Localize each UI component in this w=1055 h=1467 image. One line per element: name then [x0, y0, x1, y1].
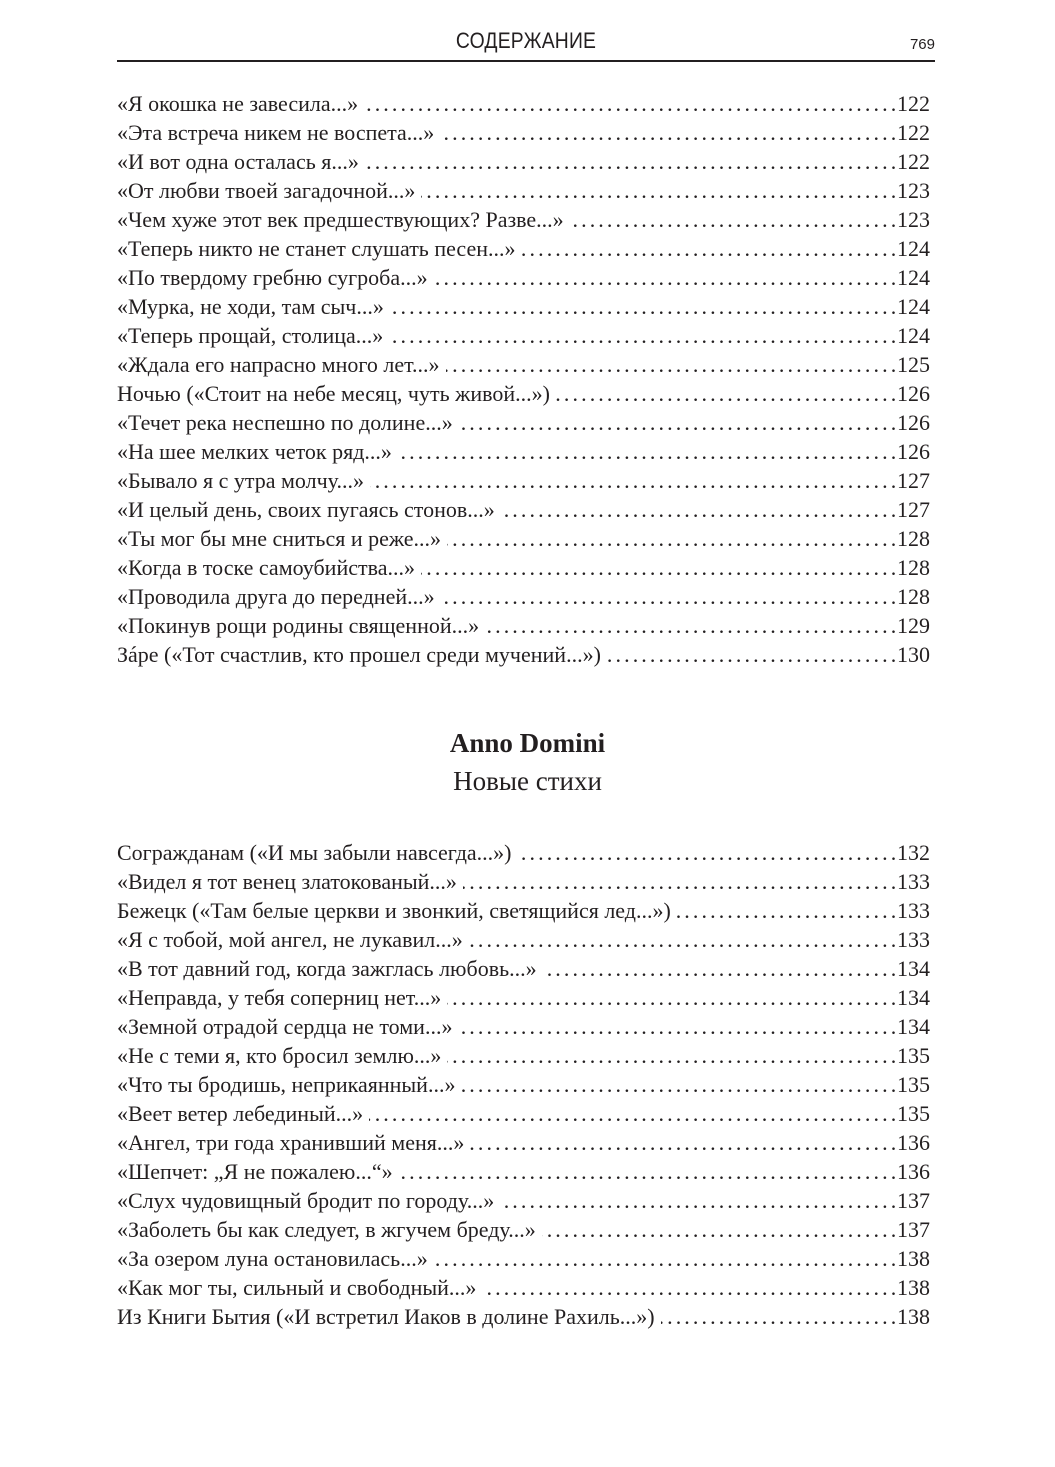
entry-title: «По твердому гребню сугроба...»	[117, 265, 428, 290]
toc-entry	[117, 867, 930, 896]
entry-title: «Когда в тоске самоубийства...»	[117, 555, 415, 580]
entry-title: «Веет ветер лебединый...»	[117, 1101, 364, 1126]
toc-section-2	[117, 838, 930, 1331]
toc-entry	[117, 896, 930, 925]
dot-leader	[470, 1128, 895, 1157]
toc-entry	[117, 1099, 930, 1128]
section-subtitle: Новые стихи	[453, 766, 602, 796]
dot-leader	[543, 954, 895, 983]
entry-page: 133	[897, 927, 930, 952]
toc-entry	[117, 176, 930, 205]
entry-page: 128	[897, 584, 930, 609]
dot-leader	[421, 176, 895, 205]
dot-leader	[441, 582, 895, 611]
running-header	[117, 26, 935, 62]
entry-page: 122	[897, 91, 930, 116]
toc-entry	[117, 408, 930, 437]
entry-title: «На шее мелких четок ряд...»	[117, 439, 392, 464]
dot-leader	[447, 1041, 895, 1070]
dot-leader	[458, 1012, 895, 1041]
entry-page: 122	[897, 149, 930, 174]
toc-entry	[117, 838, 930, 867]
entry-page: 123	[897, 178, 930, 203]
entry-title: «Видел я тот венец златокованый...»	[117, 869, 457, 894]
entry-page: 135	[897, 1072, 930, 1097]
entry-title: «Неправда, у тебя соперниц нет...»	[117, 985, 442, 1010]
entry-title: «Я с тобой, мой ангел, не лукавил...»	[117, 927, 463, 952]
toc-entry	[117, 147, 930, 176]
toc-entry	[117, 1302, 930, 1331]
dot-leader	[398, 437, 895, 466]
entry-page: 135	[897, 1043, 930, 1068]
entry-title: Ночью («Стоит на небе месяц, чуть живой...»)	[117, 381, 550, 406]
toc-section-1	[117, 89, 930, 669]
dot-leader	[570, 205, 895, 234]
entry-title: «Земной отрадой сердца не томи...»	[117, 1014, 453, 1039]
entry-title: Согражданам («И мы забыли навсегда...»)	[117, 840, 512, 865]
toc-entry	[117, 437, 930, 466]
section-title: Anno Domini	[449, 728, 606, 758]
entry-page: 134	[897, 985, 930, 1010]
entry-title: «Бывало я с утра молчу...»	[117, 468, 364, 493]
dot-leader	[469, 925, 895, 954]
dot-leader	[461, 1070, 895, 1099]
entry-page: 136	[897, 1159, 930, 1184]
toc-entry	[117, 495, 930, 524]
entry-title: «Эта встреча никем не воспета...»	[117, 120, 435, 145]
toc-entry	[117, 292, 930, 321]
dot-leader	[434, 1244, 895, 1273]
toc-entry	[117, 1041, 930, 1070]
entry-title: Зáре («Тот счастлив, кто прошел среди мучений...»)	[117, 642, 601, 667]
entry-page: 126	[897, 381, 930, 406]
dot-leader	[501, 495, 895, 524]
dot-leader	[459, 408, 895, 437]
toc-entry	[117, 524, 930, 553]
entry-title: «Слух чудовищный бродит по городу...»	[117, 1188, 495, 1213]
entry-title: Из Книги Бытия («И встретил Иаков в долине Рахиль...»)	[117, 1304, 655, 1329]
toc-entry	[117, 263, 930, 292]
toc-entry	[117, 954, 930, 983]
dot-leader	[370, 466, 895, 495]
dot-leader	[677, 896, 895, 925]
entry-page: 134	[897, 956, 930, 981]
toc-entry	[117, 1244, 930, 1273]
entry-title: «Шепчет: „Я не пожалею...“»	[117, 1159, 393, 1184]
entry-title: «Проводила друга до передней...»	[117, 584, 435, 609]
entry-page: 124	[897, 236, 930, 261]
entry-page: 126	[897, 439, 930, 464]
entry-page: 130	[897, 642, 930, 667]
dot-leader	[542, 1215, 895, 1244]
dot-leader	[661, 1302, 895, 1331]
page-number: 769	[909, 36, 935, 53]
entry-title: «Теперь никто не станет слушать песен...»	[117, 236, 516, 261]
entry-page: 124	[897, 265, 930, 290]
entry-title: «Не с теми я, кто бросил землю...»	[117, 1043, 442, 1068]
toc-entry	[117, 983, 930, 1012]
dot-leader	[485, 611, 895, 640]
entry-title: «За озером луна остановилась...»	[117, 1246, 428, 1271]
toc-entry	[117, 321, 930, 350]
dot-leader	[364, 89, 895, 118]
toc-entry	[117, 1012, 930, 1041]
dot-leader	[389, 321, 895, 350]
entry-page: 126	[897, 410, 930, 435]
toc-entry	[117, 1215, 930, 1244]
entry-title: «Заболеть бы как следует, в жгучем бреду...»	[117, 1217, 536, 1242]
entry-title: «Ты мог бы мне сниться и реже...»	[117, 526, 442, 551]
entry-title: «Как мог ты, сильный и свободный...»	[117, 1275, 477, 1300]
entry-page: 122	[897, 120, 930, 145]
entry-page: 129	[897, 613, 930, 638]
entry-page: 123	[897, 207, 930, 232]
entry-page: 134	[897, 1014, 930, 1039]
dot-leader	[365, 147, 895, 176]
entry-page: 137	[897, 1188, 930, 1213]
dot-leader	[447, 524, 895, 553]
dot-leader	[518, 838, 896, 867]
toc-entry	[117, 89, 930, 118]
entry-title: «Ангел, три года хранивший меня...»	[117, 1130, 465, 1155]
entry-title: «Я окошка не завесила...»	[117, 91, 359, 116]
entry-page: 124	[897, 294, 930, 319]
dot-leader	[463, 867, 895, 896]
dot-leader	[421, 553, 895, 582]
dot-leader	[399, 1157, 895, 1186]
entry-title: «Течет река неспешно по долине...»	[117, 410, 453, 435]
toc-entry	[117, 553, 930, 582]
toc-entry	[117, 350, 930, 379]
entry-title: «От любви твоей загадочной...»	[117, 178, 416, 203]
entry-page: 127	[897, 497, 930, 522]
dot-leader	[482, 1273, 895, 1302]
entry-title: «В тот давний год, когда зажглась любовь...»	[117, 956, 537, 981]
entry-title: «Мурка, не ходи, там сыч...»	[117, 294, 384, 319]
toc-entry	[117, 925, 930, 954]
dot-leader	[446, 350, 895, 379]
dot-leader	[440, 118, 895, 147]
entry-title: «Ждала его напрасно много лет...»	[117, 352, 440, 377]
header-title: СОДЕРЖАНИЕ	[455, 28, 597, 53]
toc-entry	[117, 1128, 930, 1157]
toc-entry	[117, 611, 930, 640]
entry-page: 124	[897, 323, 930, 348]
entry-title: «Чем хуже этот век предшествующих? Разве...»	[117, 207, 564, 232]
entry-page: 133	[897, 869, 930, 894]
toc-entry	[117, 582, 930, 611]
entry-page: 128	[897, 555, 930, 580]
entry-page: 125	[897, 352, 930, 377]
dot-leader	[522, 234, 896, 263]
dot-leader	[607, 640, 895, 669]
entry-title: «И целый день, своих пугаясь стонов...»	[117, 497, 495, 522]
toc-entry	[117, 1070, 930, 1099]
entry-page: 137	[897, 1217, 930, 1242]
entry-page: 133	[897, 898, 930, 923]
toc-entry	[117, 1273, 930, 1302]
entry-title: «И вот одна осталась я...»	[117, 149, 359, 174]
toc-entry	[117, 466, 930, 495]
toc-entry	[117, 640, 930, 669]
entry-page: 127	[897, 468, 930, 493]
dot-leader	[447, 983, 895, 1012]
dot-leader	[390, 292, 895, 321]
toc-entry	[117, 379, 930, 408]
toc-entry	[117, 1186, 930, 1215]
dot-leader	[369, 1099, 895, 1128]
toc-entry	[117, 205, 930, 234]
entry-page: 132	[897, 840, 930, 865]
entry-title: «Покинув рощи родины священной...»	[117, 613, 480, 638]
toc-entry	[117, 118, 930, 147]
toc-entry	[117, 1157, 930, 1186]
entry-page: 135	[897, 1101, 930, 1126]
entry-page: 136	[897, 1130, 930, 1155]
entry-title: Бежецк («Там белые церкви и звонкий, светящийся лед...»)	[117, 898, 671, 923]
entry-title: «Что ты бродишь, неприкаянный...»	[117, 1072, 456, 1097]
toc-entry	[117, 234, 930, 263]
dot-leader	[556, 379, 895, 408]
entry-page: 138	[897, 1246, 930, 1271]
entry-title: «Теперь прощай, столица...»	[117, 323, 384, 348]
entry-page: 128	[897, 526, 930, 551]
entry-page: 138	[897, 1304, 930, 1329]
dot-leader	[500, 1186, 895, 1215]
dot-leader	[434, 263, 895, 292]
entry-page: 138	[897, 1275, 930, 1300]
